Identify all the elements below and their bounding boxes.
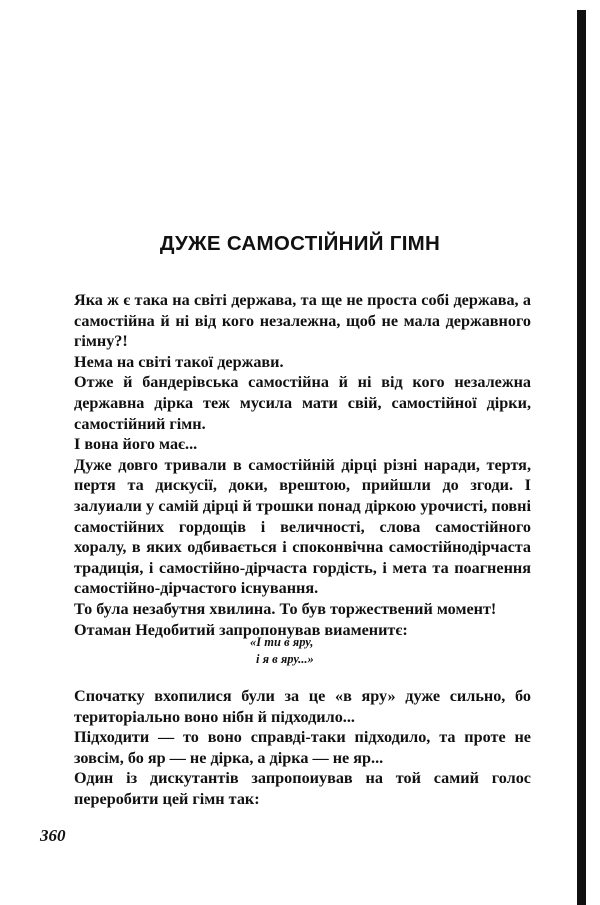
chapter-title: ДУЖЕ САМОСТІЙНИЙ ГІМН bbox=[159, 232, 441, 255]
paragraph: Отаман Недобитий запропонував виаменитє: bbox=[74, 620, 408, 639]
paragraph: Дуже довго тривали в самостійній дірці різні наради, тертя, пертя та дискусії, доки, врештою, прийшли до згоди. І залуиали у самій дірці й трошки понад діркою урочисті, повні самостійних гордощів і величності, слова самостійного хоралу, в яких одбивається і споконвічна самостійнодірчаста традиція, і самостійно-дірчаста гордість, і мета та поагнення самостійно-дірчастого існування. bbox=[74, 455, 531, 598]
poem-line: «І ти в яру, bbox=[250, 635, 314, 649]
body-text-bottom bbox=[74, 686, 531, 810]
paragraph: Підходити — то воно справді-таки підходило, та проте не зовсім, бо яр — не дірка, а дірка — не яр... bbox=[74, 728, 531, 767]
paragraph: Спочатку вхопилися були за це «в яру» дуже сильно, бо територіально воно нібн й підходило... bbox=[74, 687, 531, 726]
paragraph: Отже й бандерівська самостійна й ні від кого незалежна державна дірка теж мусила мати свій, самостійної дірки, самостійний гімн. bbox=[74, 373, 531, 433]
poem-line: і я в яру...» bbox=[256, 652, 314, 666]
paragraph: Нема на світі такої держави. bbox=[74, 352, 284, 371]
paragraph: І вона його має... bbox=[74, 435, 198, 454]
paragraph: Один із дискутантів запропоиував на той самий голос переробити цей гімн так: bbox=[74, 769, 531, 808]
poem-quote bbox=[250, 634, 450, 668]
body-text-top bbox=[74, 290, 531, 640]
page-number: 360 bbox=[40, 826, 66, 845]
page-edge-bar bbox=[577, 10, 586, 905]
paragraph: Яка ж є така на світі держава, та ще не проста собі держава, а самостійна й ні від кого незалежна, щоб не мала державного гімну?! bbox=[74, 291, 531, 351]
paragraph: То була незабутня хвилина. То був торжествений момент! bbox=[74, 599, 497, 618]
